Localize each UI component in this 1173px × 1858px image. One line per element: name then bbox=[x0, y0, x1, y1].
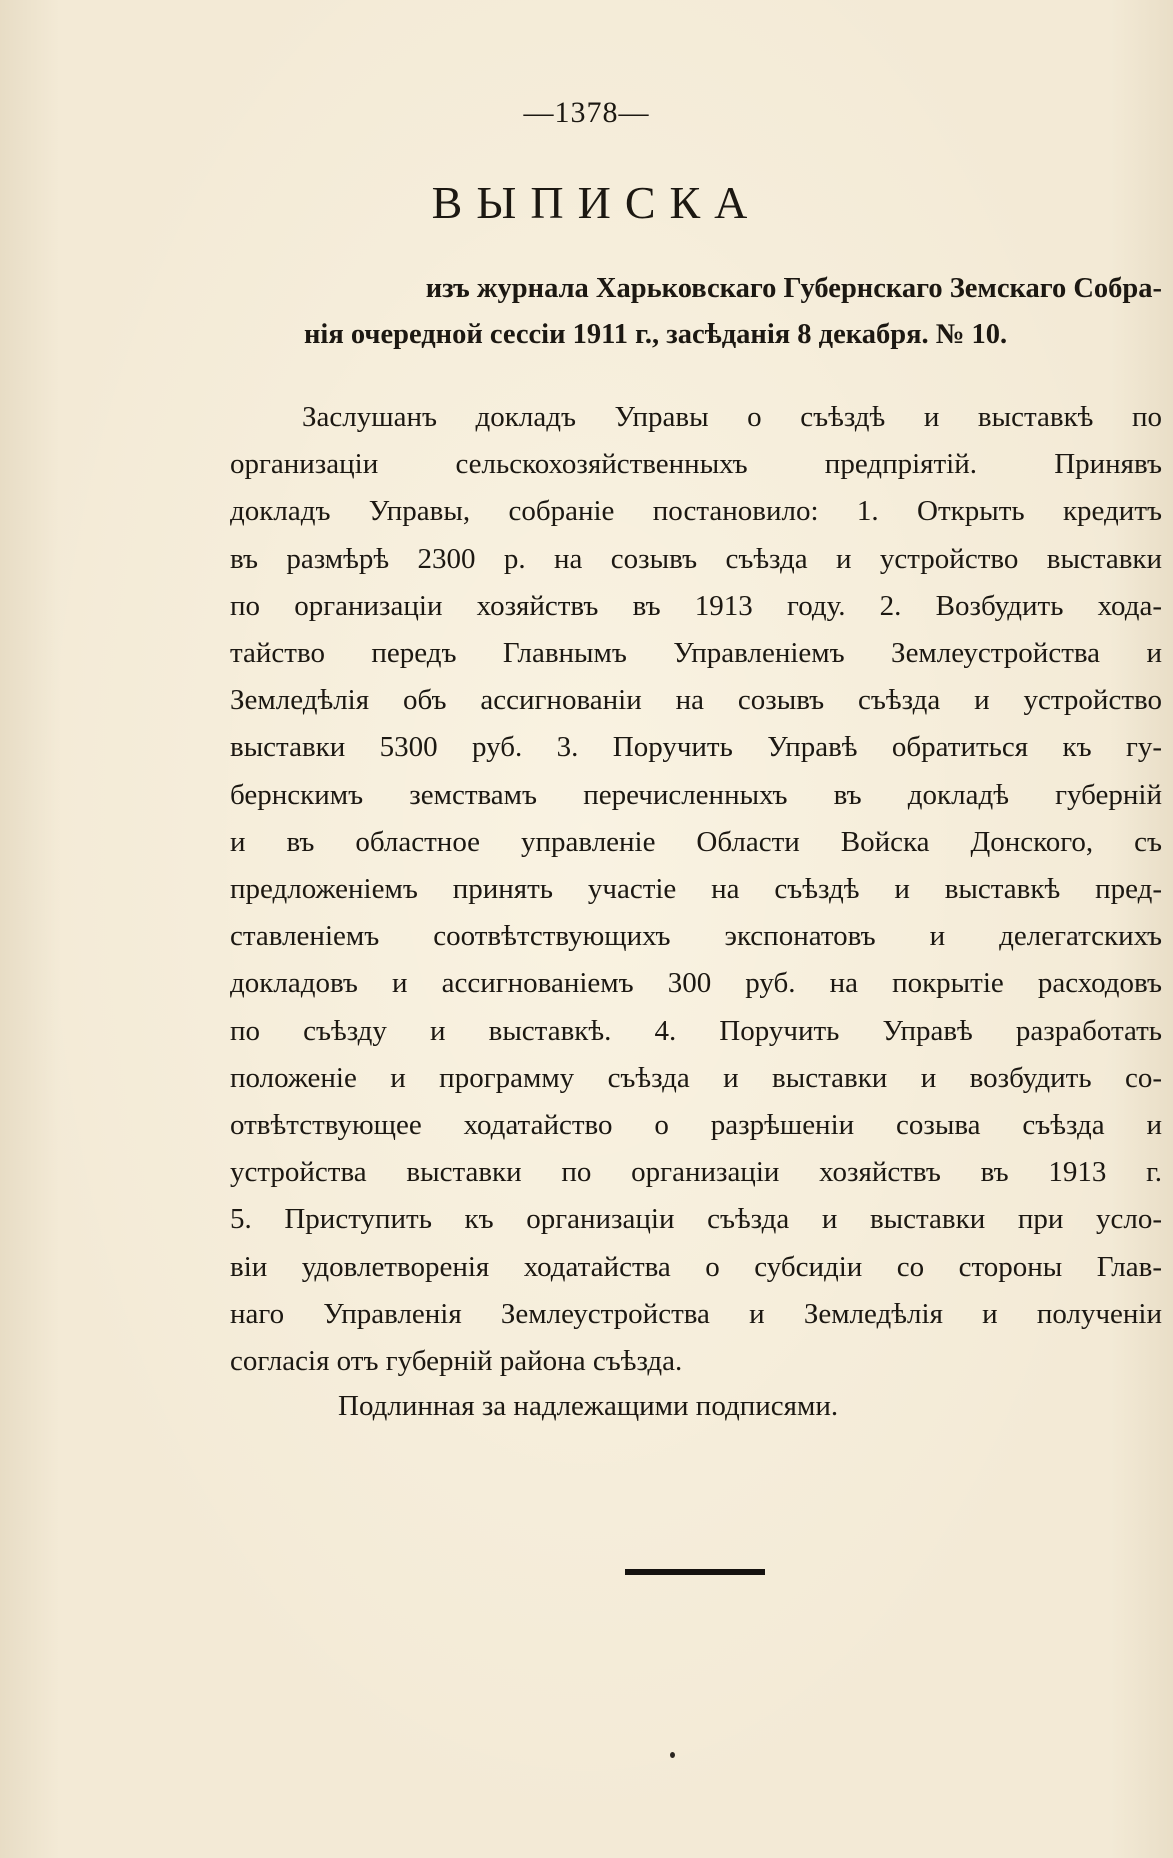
body-line: тайство передъ Главнымъ Управленіемъ Землеустройства и bbox=[230, 637, 1162, 670]
body-line: по организаціи хозяйствъ въ 1913 году. 2. Возбудить хода- bbox=[230, 589, 1162, 622]
body-line: въ размѣрѣ 2300 р. на созывъ съѣзда и устройство выставки bbox=[230, 542, 1162, 575]
body-line: наго Управленія Землеустройства и Земледѣлія и полученіи bbox=[230, 1297, 1162, 1330]
body-line: 5. Приступить къ организаціи съѣзда и выставки при усло- bbox=[230, 1203, 1162, 1236]
body-line: отвѣтствующее ходатайство о разрѣшеніи созыва съѣзда и bbox=[230, 1109, 1162, 1142]
subtitle-line: нія очередной сессіи 1911 г., засѣданія 8 декабря. № 10. bbox=[304, 319, 1008, 350]
body-line: Заслушанъ докладъ Управы о съѣздѣ и выставкѣ по bbox=[302, 401, 1162, 433]
signature-note: Подлинная за надлежащими подписями. bbox=[338, 1390, 839, 1422]
body-line: ставленіемъ соотвѣтствующихъ экспонатовъ и делегатскихъ bbox=[230, 920, 1162, 953]
body-line: и въ областное управленіе Области Войска Донского, съ bbox=[230, 825, 1162, 858]
body-line: организаціи сельскохозяйственныхъ предпріятій. Принявъ bbox=[230, 448, 1162, 481]
body-line: докладовъ и ассигнованіемъ 300 руб. на покрытіе расходовъ bbox=[230, 967, 1162, 1000]
page-number: —1378— bbox=[523, 96, 650, 129]
body-line: віи удовлетворенія ходатайства о субсидіи со стороны Глав- bbox=[230, 1250, 1162, 1283]
body-line: выставки 5300 руб. 3. Поручить Управѣ обратиться къ гу- bbox=[230, 731, 1162, 764]
body-line: устройства выставки по организаціи хозяйствъ въ 1913 г. bbox=[230, 1156, 1162, 1189]
body-line: докладъ Управы, собраніе постановило: 1. Открыть кредитъ bbox=[230, 495, 1162, 528]
body-line: по съѣзду и выставкѣ. 4. Поручить Управѣ разработать bbox=[230, 1014, 1162, 1047]
body-line: бернскимъ земствамъ перечисленныхъ въ докладѣ губерній bbox=[230, 778, 1162, 811]
subtitle-line: изъ журнала Харьковскаго Губернскаго Земскаго Собра- bbox=[425, 273, 1162, 304]
body-line: предложеніемъ принять участіе на съѣздѣ и выставкѣ пред- bbox=[230, 873, 1162, 906]
body-line: положеніе и программу съѣзда и выставки и возбудить со- bbox=[230, 1061, 1162, 1094]
body-line: Земледѣлія объ ассигнованіи на созывъ съѣзда и устройство bbox=[230, 684, 1162, 717]
ink-speck bbox=[670, 1752, 675, 1758]
end-rule-divider bbox=[625, 1569, 765, 1575]
document-subtitle bbox=[232, 266, 1162, 358]
body-line: согласія отъ губерній района съѣзда. bbox=[230, 1345, 683, 1378]
body-paragraph bbox=[230, 394, 1162, 1385]
document-title: ВЫПИСКА bbox=[431, 177, 762, 228]
